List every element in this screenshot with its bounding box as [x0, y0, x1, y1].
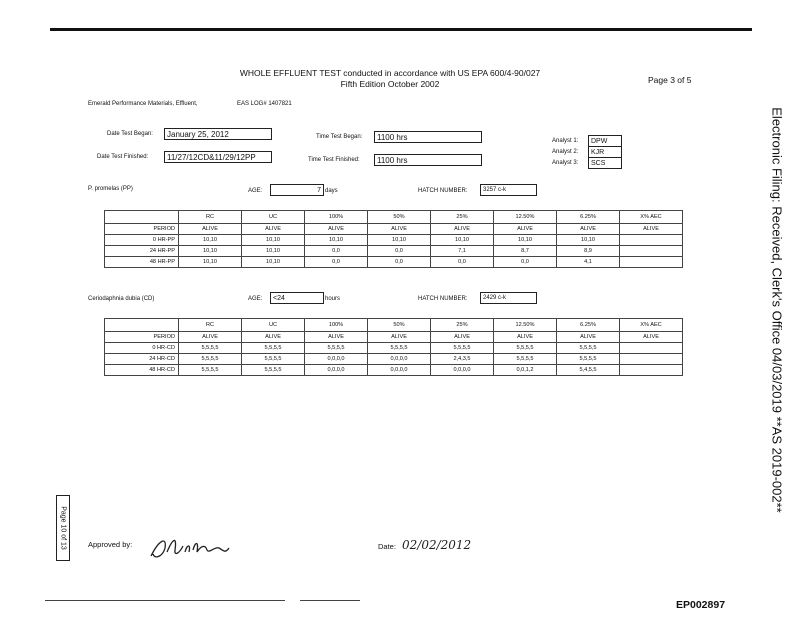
- signature-image: [145, 530, 235, 564]
- date-began-field: January 25, 2012: [164, 128, 272, 140]
- result-cell: 0,0: [305, 246, 368, 257]
- date-began-label: Date Test Began:: [107, 131, 153, 137]
- document-title: [200, 68, 580, 90]
- analyst2-field: KJR: [588, 146, 622, 158]
- result-cell: 0,0: [431, 257, 494, 268]
- result-cell: 2,4,3,5: [431, 354, 494, 365]
- column-header: RC: [179, 211, 242, 224]
- result-cell: 5,5,5,5: [305, 343, 368, 354]
- electronic-filing-stamp: Electronic Filing: Received, Clerk's Office 04/03/2019 **AS 2019-002**: [769, 107, 785, 513]
- table-row: [105, 224, 683, 235]
- column-header: 6.25%: [557, 211, 620, 224]
- result-cell: ALIVE: [557, 332, 620, 343]
- result-cell: 8,9: [557, 246, 620, 257]
- result-cell: 0,0: [305, 257, 368, 268]
- result-cell: ALIVE: [557, 224, 620, 235]
- cd-age-field: <24: [270, 292, 324, 304]
- result-cell: 5,4,5,5: [557, 365, 620, 376]
- result-cell: ALIVE: [494, 332, 557, 343]
- result-cell: ALIVE: [620, 332, 683, 343]
- result-cell: 10,10: [179, 257, 242, 268]
- result-cell: [620, 235, 683, 246]
- table-row: [105, 354, 683, 365]
- column-header: [105, 211, 179, 224]
- analyst3-field: SCS: [588, 157, 622, 169]
- cd-species: Ceriodaphnia dubia (CD): [88, 296, 155, 302]
- result-cell: 0,0,0,0: [368, 354, 431, 365]
- result-cell: 5,5,5,5: [431, 343, 494, 354]
- result-cell: 10,10: [494, 235, 557, 246]
- result-cell: 0,0: [368, 257, 431, 268]
- result-cell: ALIVE: [242, 332, 305, 343]
- table-row: [105, 332, 683, 343]
- result-cell: ALIVE: [305, 332, 368, 343]
- result-cell: ALIVE: [179, 224, 242, 235]
- result-cell: ALIVE: [242, 224, 305, 235]
- time-began-label: Time Test Began:: [316, 134, 363, 140]
- result-cell: ALIVE: [179, 332, 242, 343]
- page-number: Page 3 of 5: [648, 75, 692, 85]
- pp-hatch-field: 3257 c-k: [480, 184, 537, 196]
- client-name: Emerald Performance Materials, Effluent,: [88, 101, 198, 107]
- analyst1-label: Analyst 1:: [552, 138, 579, 144]
- pp-species: P. promelas (PP): [88, 186, 133, 192]
- pp-hatch-label: HATCH NUMBER:: [418, 188, 468, 194]
- time-finished-field: 1100 hrs: [374, 154, 482, 166]
- bottom-rule: [45, 600, 285, 601]
- result-cell: 0,0,0,0: [368, 365, 431, 376]
- period-cell: 24 HR-CD: [105, 354, 179, 365]
- result-cell: ALIVE: [368, 332, 431, 343]
- result-cell: 10,10: [179, 246, 242, 257]
- column-header: 25%: [431, 319, 494, 332]
- result-cell: 5,5,5,5: [179, 354, 242, 365]
- result-cell: 5,5,5,5: [557, 343, 620, 354]
- result-cell: 5,5,5,5: [494, 354, 557, 365]
- result-cell: 0,0: [368, 246, 431, 257]
- column-header: RC: [179, 319, 242, 332]
- cd-hatch-label: HATCH NUMBER:: [418, 296, 468, 302]
- column-header: 100%: [305, 319, 368, 332]
- table-row: [105, 365, 683, 376]
- result-cell: ALIVE: [431, 224, 494, 235]
- page-of-text: Page 10 of 13: [59, 506, 67, 550]
- result-cell: 0,0,0,0: [305, 365, 368, 376]
- result-cell: 5,5,5,5: [179, 365, 242, 376]
- cd-results-table: [104, 318, 683, 376]
- result-cell: 5,5,5,5: [242, 343, 305, 354]
- result-cell: 7,1: [431, 246, 494, 257]
- result-cell: ALIVE: [305, 224, 368, 235]
- result-cell: [620, 365, 683, 376]
- result-cell: ALIVE: [368, 224, 431, 235]
- pp-age-label: AGE:: [248, 188, 263, 194]
- pp-results-table: [104, 210, 683, 268]
- approval-date: 02/02/2012: [402, 538, 472, 552]
- cd-age-label: AGE:: [248, 296, 263, 302]
- column-header: 25%: [431, 211, 494, 224]
- result-cell: 10,10: [179, 235, 242, 246]
- bottom-rule-short: [300, 600, 360, 601]
- page-of-box: [56, 495, 70, 561]
- result-cell: 10,10: [368, 235, 431, 246]
- result-cell: [620, 354, 683, 365]
- result-cell: 5,5,5,5: [242, 365, 305, 376]
- result-cell: ALIVE: [494, 224, 557, 235]
- table-row: [105, 257, 683, 268]
- column-header: UC: [242, 319, 305, 332]
- approved-label: Approved by:: [88, 540, 133, 549]
- result-cell: 5,5,5,5: [557, 354, 620, 365]
- pp-header-row: [105, 211, 683, 224]
- result-cell: [620, 343, 683, 354]
- analyst1-field: DPW: [588, 135, 622, 147]
- period-cell: 0 HR-PP: [105, 235, 179, 246]
- result-cell: 0,0,1,2: [494, 365, 557, 376]
- result-cell: 0,0: [494, 257, 557, 268]
- result-cell: [620, 246, 683, 257]
- result-cell: 5,5,5,5: [494, 343, 557, 354]
- column-header: [105, 319, 179, 332]
- period-cell: 24 HR-PP: [105, 246, 179, 257]
- result-cell: 10,10: [242, 235, 305, 246]
- column-header: 6.25%: [557, 319, 620, 332]
- result-cell: ALIVE: [620, 224, 683, 235]
- column-header: 50%: [368, 319, 431, 332]
- result-cell: 5,5,5,5: [368, 343, 431, 354]
- analyst3-label: Analyst 3:: [552, 160, 579, 166]
- column-header: X% AEC: [620, 211, 683, 224]
- result-cell: 10,10: [242, 246, 305, 257]
- result-cell: ALIVE: [431, 332, 494, 343]
- analyst2-label: Analyst 2:: [552, 149, 579, 155]
- column-header: 12.50%: [494, 319, 557, 332]
- result-cell: 8,7: [494, 246, 557, 257]
- ep-number: EP002897: [676, 599, 726, 611]
- date-label: Date:: [378, 542, 396, 551]
- result-cell: 0,0,0,0: [305, 354, 368, 365]
- pp-age-field: 7: [270, 184, 324, 196]
- result-cell: 5,5,5,5: [179, 343, 242, 354]
- result-cell: 10,10: [431, 235, 494, 246]
- result-cell: 5,5,5,5: [242, 354, 305, 365]
- period-cell: 48 HR-PP: [105, 257, 179, 268]
- period-cell: 48 HR-CD: [105, 365, 179, 376]
- table-row: [105, 343, 683, 354]
- time-began-field: 1100 hrs: [374, 131, 482, 143]
- period-cell: PERIOD: [105, 224, 179, 235]
- title-line1: WHOLE EFFLUENT TEST conducted in accordance with US EPA 600/4-90/027: [239, 68, 541, 78]
- period-cell: 0 HR-CD: [105, 343, 179, 354]
- time-finished-label: Time Test Finished:: [308, 157, 360, 163]
- result-cell: 0,0,0,0: [431, 365, 494, 376]
- result-cell: 10,10: [557, 235, 620, 246]
- result-cell: 10,10: [242, 257, 305, 268]
- result-cell: [620, 257, 683, 268]
- eas-log: EAS LOG# 1407821: [237, 101, 292, 107]
- column-header: UC: [242, 211, 305, 224]
- period-cell: PERIOD: [105, 332, 179, 343]
- cd-header-row: [105, 319, 683, 332]
- table-row: [105, 235, 683, 246]
- cd-hatch-field: 2429 c-k: [480, 292, 537, 304]
- top-rule: [50, 28, 752, 31]
- result-cell: 10,10: [305, 235, 368, 246]
- column-header: 50%: [368, 211, 431, 224]
- column-header: X% AEC: [620, 319, 683, 332]
- title-line2: Fifth Edition October 2002: [340, 79, 440, 89]
- column-header: 12.50%: [494, 211, 557, 224]
- result-cell: 4,1: [557, 257, 620, 268]
- date-finished-label: Date Test Finished:: [97, 154, 149, 160]
- cd-age-unit: hours: [325, 296, 341, 302]
- table-row: [105, 246, 683, 257]
- date-finished-field: 11/27/12CD&11/29/12PP: [164, 151, 272, 163]
- column-header: 100%: [305, 211, 368, 224]
- pp-age-unit: days: [325, 188, 338, 194]
